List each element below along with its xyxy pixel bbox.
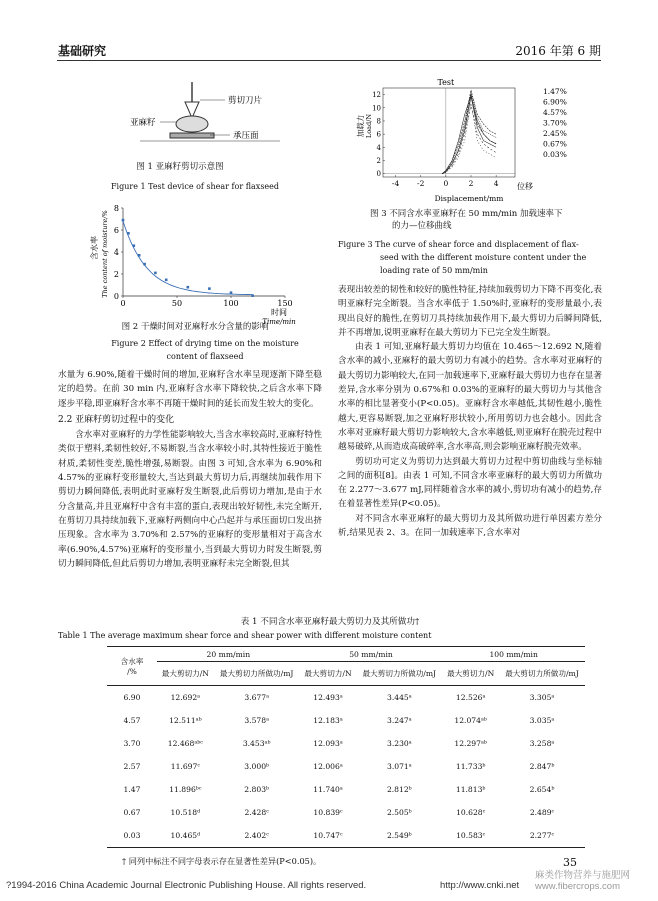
fig3-chart bbox=[355, 74, 605, 206]
fig3-caption-zh bbox=[370, 207, 600, 231]
fig2-data-point bbox=[165, 279, 168, 282]
table1-value-cell: 12.493ᵃ bbox=[313, 693, 343, 702]
fig2-fit-curve bbox=[123, 221, 253, 294]
fig2-data-point bbox=[143, 263, 146, 266]
fig3-caption-en-line1: Figure 3 The curve of shear force and displacement of flax- bbox=[338, 240, 579, 249]
table1-row bbox=[107, 686, 585, 710]
fig3-legend-label: 4.57% bbox=[543, 108, 567, 117]
fig2-y-tick-label: 2 bbox=[113, 270, 119, 279]
running-header-right: 2016 年第 6 期 bbox=[515, 44, 601, 58]
left-para-1: 水量为 6.90%,随着干燥时间的增加,亚麻籽含水率呈现逐渐下降至稳定的趋势。在前 30 min 内,亚麻籽含水率下降较快,之后含水率下降逐步平稳,即亚麻籽含水率不再随干燥时间的延长而发生较大的变化。 bbox=[58, 370, 322, 409]
table1-moisture-cell: 3.70 bbox=[123, 739, 141, 748]
table1-speed-100: 100 mm/min bbox=[442, 647, 585, 662]
table1-value-cell: 11.733ᵇ bbox=[455, 762, 486, 771]
fig1-caption-en: Figure 1 Test device of shear for flaxseed bbox=[110, 182, 280, 191]
fig2-data-point bbox=[122, 219, 125, 222]
fig3-caption-en-line2: seed with the different moisture content under the bbox=[380, 253, 587, 262]
table1-value-cell: 12.511ᵃᵇ bbox=[169, 716, 202, 725]
fig2-data-point bbox=[251, 294, 254, 297]
table1-row bbox=[107, 824, 585, 848]
fig3-series-line bbox=[442, 90, 496, 174]
table1-moisture-cell: 2.57 bbox=[123, 762, 141, 771]
table1-value-cell: 12.297ᵃᵇ bbox=[454, 739, 487, 748]
right-para-2: 由表 1 可知,亚麻籽最大剪切力均值在 10.465～12.692 N,随着含水率的减小,亚麻籽的最大剪切力有减小的趋势。含水率对亚麻籽的最大剪切力影响较大,在同一加载速率下,亚麻籽最大剪切力也存在显著差异,含水率分别为 0.67%和 0.03%的亚麻籽的最大剪切力与其他含水率的相比显著变小(P<0.05)。亚麻籽含水率越低,其韧性越小,脆性越大,更容易断裂,加之亚麻籽形状较小,所用剪切力也会越小。因此含水率对亚麻籽最大剪切力影响较大,含水率越低,则亚麻籽在脱壳过程中越易破碎,从而造成高破碎率,含水率高,则会影响亚麻籽脱壳效率。 bbox=[338, 342, 602, 453]
table1-value-cell: 12.006ᵃ bbox=[313, 762, 343, 771]
table1-value-cell: 2.489ᶜ bbox=[529, 808, 555, 817]
header-rule bbox=[57, 60, 601, 61]
table1-value-cell: 2.549ᵇ bbox=[386, 831, 412, 840]
fig3-y-tick-label: 2 bbox=[376, 157, 381, 166]
fig3-y-tick-label: 4 bbox=[376, 143, 381, 152]
fig3-y-tick-label: 8 bbox=[376, 117, 381, 126]
fig3-y-tick-label: 10 bbox=[372, 104, 381, 113]
fig2-caption-zh: 图 2 干燥时间对亚麻籽水分含量的影响 bbox=[121, 322, 269, 332]
fig3-legend-label: 3.70% bbox=[543, 118, 567, 128]
fig3-caption-en bbox=[338, 238, 603, 277]
fig3-y-tick-label: 6 bbox=[376, 130, 381, 139]
fig2-caption-en-line1: Figure 2 Effect of drying time on the moisture bbox=[111, 339, 299, 348]
table1-row bbox=[107, 801, 585, 824]
fig2-x-tick-label: 150 bbox=[277, 299, 293, 308]
fig1-label-blade: 剪切刀片 bbox=[228, 96, 263, 106]
table1-value-cell: 11.740ᵃ bbox=[313, 785, 343, 794]
running-header-left: 基础研究 bbox=[58, 44, 107, 58]
fig2-data-point bbox=[138, 254, 141, 257]
fig2-x-tick-label: 0 bbox=[120, 299, 126, 308]
table1-sub-force-3: 最大剪切力/N bbox=[447, 669, 495, 678]
fig2-y-label-zh: 含水率 bbox=[90, 236, 99, 260]
table1-value-cell: 11.896ᵇᶜ bbox=[169, 785, 202, 794]
table1-value-cell: 2.812ᵇ bbox=[386, 785, 412, 794]
fig3-y-tick-label: 12 bbox=[372, 91, 381, 100]
table1-speed-20: 20 mm/min bbox=[157, 647, 300, 662]
fig3-title: Test bbox=[437, 78, 455, 87]
table1-value-cell: 10.583ᶜ bbox=[456, 831, 486, 840]
fig2-data-point bbox=[208, 287, 211, 290]
fig2-chart bbox=[75, 200, 315, 326]
table1-moisture-cell: 4.57 bbox=[123, 716, 141, 725]
table1-title-zh: 表 1 不同含水率亚麻籽最大剪切力及其所做功† bbox=[240, 617, 420, 627]
fig2-data-point bbox=[133, 244, 136, 247]
fig1-label-seed: 亚麻籽 bbox=[130, 118, 156, 128]
fig3-caption-zh-line2: 的力—位移曲线 bbox=[392, 221, 452, 231]
table1-value-cell: 12.183ᵃ bbox=[313, 716, 343, 725]
table1-value-cell: 10.518ᵈ bbox=[170, 808, 201, 817]
table1-sub-work-3: 最大剪切力所做功/mJ bbox=[505, 669, 579, 678]
table1-stub-line1: 含水率 bbox=[120, 657, 144, 666]
section-2-2-heading: 2.2 亚麻籽剪切过程中的变化 bbox=[58, 414, 175, 425]
table1-title-en: Table 1 The average maximum shear force and shear power with different moisture content bbox=[58, 631, 432, 640]
table1-value-cell: 12.093ᵃ bbox=[313, 739, 343, 748]
table1-row bbox=[107, 709, 585, 732]
fig3-x-tick-label: -2 bbox=[417, 179, 425, 188]
table1-sub-work-1: 最大剪切力所做功/mJ bbox=[219, 669, 294, 678]
fig2-caption-en-line2: content of flaxseed bbox=[166, 352, 244, 361]
fig3-legend-label: 0.67% bbox=[543, 139, 567, 149]
table1-row bbox=[107, 755, 585, 778]
table1-value-cell: 12.526ᵃ bbox=[455, 693, 486, 702]
cnki-url[interactable]: http://www.cnki.net bbox=[440, 880, 520, 891]
table1-stub-header bbox=[107, 647, 157, 686]
copyright-footer: ?1994-2016 China Academic Journal Electronic Publishing House. All rights reserved. bbox=[6, 880, 367, 891]
table1-value-cell: 3.305ᵃ bbox=[529, 693, 555, 702]
fig2-data-point bbox=[127, 232, 130, 235]
right-para-1: 表现出较差的韧性和较好的脆性特征,持续加载剪切力下降不再变化,表明亚麻籽完全断裂。当含水率低于 1.50%时,亚麻籽的变形量最小,表现出良好的脆性,在剪切刀具持续加载作用下,最大剪切力后瞬间降低,并不再增加,说明亚麻籽在最大剪切力下已完全发生断裂。 bbox=[338, 285, 602, 338]
left-para-2: 含水率对亚麻籽的力学性能影响较大,当含水率较高时,亚麻籽特性类似于塑料,柔韧性较好,不易断裂,当含水率较小时,其特性接近于脆性材质,柔韧性变差,脆性增强,易断裂。由图 3 可知,含水率为 6.90%和 4.57%的亚麻籽变形量较大,当达到最大剪切力后,再继续加载作用下剪切力瞬间降低,表明此时亚麻籽发生断裂,此后剪切力增加,是由于水分含量高,并且亚麻籽中含有丰富的蛋白,表现出较好韧性,未完全断开,在剪切刀具持续加载下,亚麻籽两侧向中心凸起并与承压面切口发出挤压现象。含水率为 3.70%和 2.57%的亚麻籽的变形量相对于高含水率(6.90%,4.57%)亚麻籽的变形量小,当到最大剪切力时发生断裂,剪切力瞬间降低,但此后剪切力增加,表明亚麻籽未完全断裂,但其 bbox=[58, 430, 322, 569]
fig3-caption-zh-line1: 图 3 不同含水率亚麻籽在 50 mm/min 加载速率下 bbox=[370, 209, 563, 219]
table1-value-cell: 2.402ᶜ bbox=[244, 831, 269, 840]
table1-value-cell: 10.839ᶜ bbox=[313, 808, 343, 817]
table1-note: † 同列中标注不同字母表示存在显著性差异(P<0.05)。 bbox=[122, 856, 322, 866]
table1-value-cell: 3.677ᵃ bbox=[244, 693, 270, 702]
table1-value-cell: 10.747ᶜ bbox=[313, 831, 343, 840]
fig3-frame bbox=[383, 88, 515, 177]
fig3-x-tick-label: 0 bbox=[443, 179, 449, 188]
table1-value-cell: 10.465ᵈ bbox=[170, 831, 201, 840]
table1-value-cell: 11.813ᵇ bbox=[455, 785, 486, 794]
fig3-y-label-en: Load/N bbox=[365, 113, 373, 139]
table1-moisture-cell: 0.03 bbox=[123, 831, 141, 840]
fig2-y-tick-label: 0 bbox=[113, 292, 119, 301]
fig2-data-point bbox=[187, 286, 190, 289]
fig1-diagram bbox=[130, 78, 305, 158]
table1-speed-50: 50 mm/min bbox=[300, 647, 443, 662]
table1-value-cell: 12.468ᵃᵇᶜ bbox=[167, 739, 203, 748]
table1-moisture-cell: 1.47 bbox=[123, 785, 141, 794]
table1-value-cell: 3.071ᵃ bbox=[387, 762, 412, 771]
fig3-x-tick-label: -4 bbox=[391, 179, 400, 188]
fig3-y-label-zh: 加载力 bbox=[356, 114, 365, 138]
fig2-x-tick-label: 100 bbox=[223, 299, 239, 308]
fig3-caption-en-line3: loading rate of 50 mm/min bbox=[380, 266, 488, 275]
fig2-caption-en bbox=[90, 337, 320, 363]
table1-value-cell: 10.628ᶜ bbox=[456, 808, 486, 817]
table1-moisture-cell: 0.67 bbox=[123, 808, 141, 817]
fig3-x-tick-label: 4 bbox=[493, 179, 499, 188]
fig3-y-tick-label: 0 bbox=[376, 170, 381, 179]
fig2-x-label-en: Time/min bbox=[262, 318, 296, 326]
table1-value-cell: 2.847ᵇ bbox=[529, 762, 555, 771]
fig2-y-label-en: The content of moisture/% bbox=[101, 210, 109, 298]
fig2-data-point bbox=[230, 291, 233, 294]
table1-value-cell: 2.803ᵇ bbox=[244, 785, 270, 794]
table1-moisture-cell: 6.90 bbox=[123, 693, 141, 702]
fig3-series-line bbox=[442, 97, 496, 174]
table1-value-cell: 2.505ᵇ bbox=[386, 808, 412, 817]
table1-sub-force-2: 最大剪切力/N bbox=[304, 669, 352, 678]
watermark: 麻类作物营养与施肥网 www.fibercrops.com bbox=[535, 870, 631, 892]
table1-value-cell: 3.000ᵇ bbox=[244, 762, 270, 771]
right-para-3: 剪切功可定义为剪切力达到最大剪切力过程中剪切曲线与坐标轴之间的面积[8]。由表 1 可知,不同含水率亚麻籽的最大剪切力所做功在 2.277～3.677 mJ,同样随着含水率的减小,剪切功有减小的趋势,存在着显著性差异(P<0.05)。 bbox=[338, 456, 602, 510]
table1-value-cell: 3.445ᵃ bbox=[387, 693, 412, 702]
fig3-legend-label: 1.47% bbox=[543, 87, 567, 96]
fig2-x-label-zh: 时间 bbox=[271, 308, 287, 317]
fig3-legend-label: 6.90% bbox=[543, 97, 567, 107]
table1-sub-work-2: 最大剪切力所做功/mJ bbox=[362, 669, 437, 678]
table1-row bbox=[107, 778, 585, 801]
fig3-x-tick-label: 2 bbox=[468, 179, 474, 188]
table1 bbox=[107, 646, 585, 848]
fig3-x-label-zh: 位移 bbox=[517, 182, 533, 191]
left-column bbox=[58, 368, 322, 571]
fig3-legend-label: 2.45% bbox=[543, 129, 567, 138]
fig2-y-tick-label: 8 bbox=[113, 204, 119, 213]
table1-value-cell: 3.578ᵃ bbox=[244, 716, 270, 725]
fig2-y-tick-label: 6 bbox=[113, 226, 119, 235]
table1-value-cell: 3.453ᵃᵇ bbox=[242, 739, 271, 748]
table1-value-cell: 3.258ᵃ bbox=[529, 739, 555, 748]
table1-sub-force-1: 最大剪切力/N bbox=[161, 669, 209, 678]
fig1-caption-zh: 图 1 亚麻籽剪切示意图 bbox=[136, 162, 224, 172]
table1-value-cell: 3.230ᵃ bbox=[387, 739, 412, 748]
table1-value-cell: 3.247ᵃ bbox=[387, 716, 412, 725]
table1-value-cell: 2.654ᵇ bbox=[529, 785, 555, 794]
table1-value-cell: 12.074ᵃᵇ bbox=[454, 716, 487, 725]
table1-row bbox=[107, 732, 585, 755]
table1-value-cell: 2.428ᶜ bbox=[244, 808, 269, 817]
fig2-data-point bbox=[154, 272, 157, 275]
table1-value-cell: 12.692ᵃ bbox=[170, 693, 201, 702]
right-para-4: 对不同含水率亚麻籽的最大剪切力及其所做功进行单因素方差分析,结果见表 2、3。在同一加载速率下,含水率对 bbox=[338, 513, 602, 539]
table1-value-cell: 11.697ᶜ bbox=[170, 762, 200, 771]
fig1-label-plate: 承压面 bbox=[233, 131, 259, 141]
fig3-x-label-en: Displacement/mm bbox=[434, 194, 504, 203]
page-number: 35 bbox=[563, 856, 577, 869]
fig3-legend-label: 0.03% bbox=[543, 150, 567, 159]
right-column bbox=[338, 283, 602, 540]
table1-value-cell: 2.277ᶜ bbox=[529, 831, 555, 840]
fig2-y-tick-label: 4 bbox=[113, 248, 119, 257]
fig2-x-tick-label: 50 bbox=[171, 299, 183, 308]
table1-value-cell: 3.035ᵃ bbox=[529, 716, 555, 725]
table1-stub-line2: /% bbox=[127, 667, 137, 676]
